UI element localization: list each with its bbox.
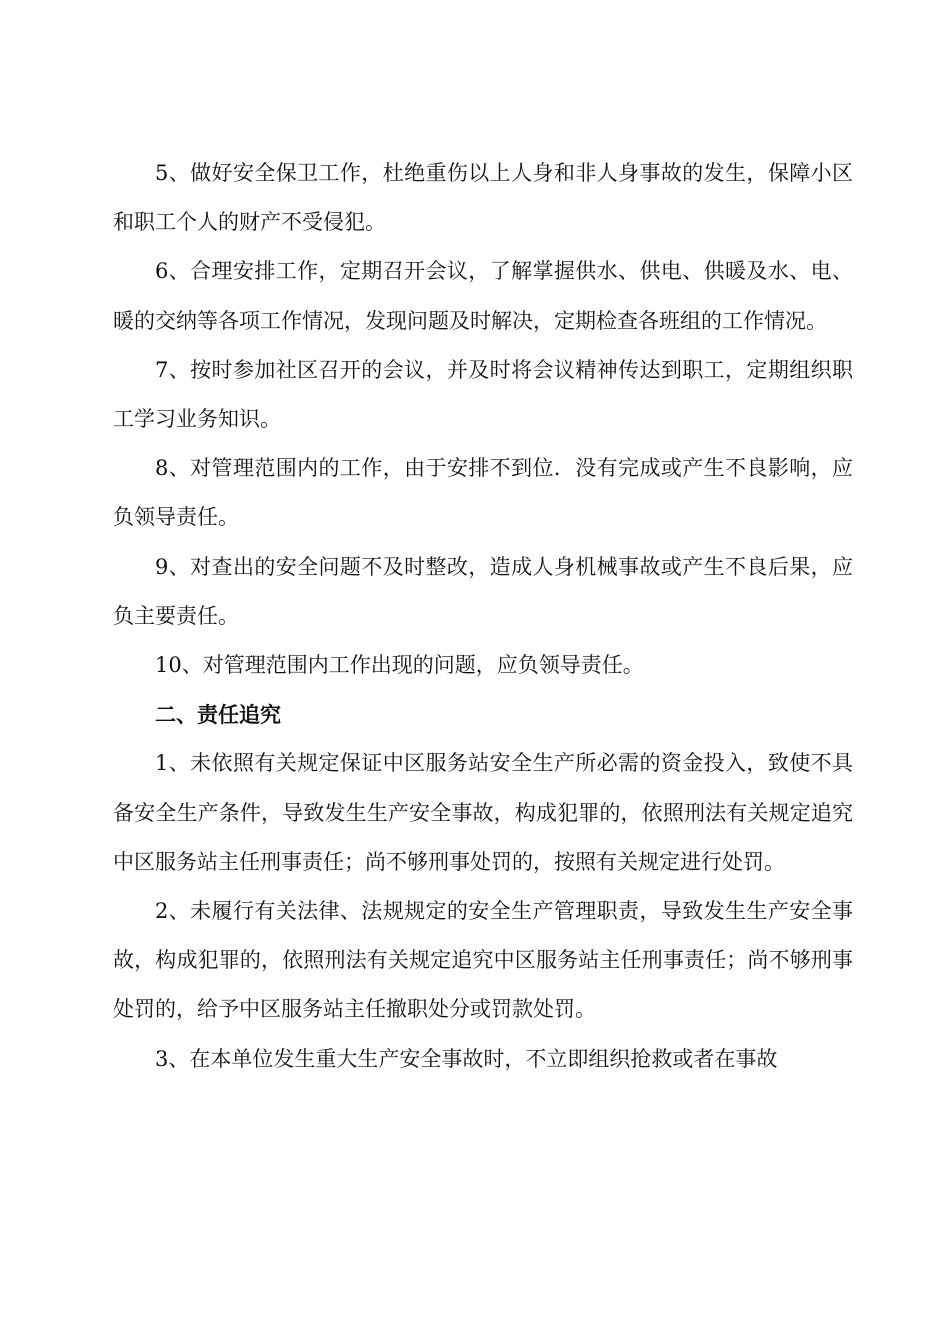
item-7-paragraph: 7、按时参加社区召开的会议，并及时将会议精神传达到职工，定期组织职工学习业务知识。 [113, 357, 853, 432]
item-10-paragraph: 10、对管理范围内工作出现的问题，应负领导责任。 [155, 653, 644, 678]
document-body [113, 149, 853, 1084]
accountability-item-1-paragraph: 1、未依照有关规定保证中区服务站安全生产所必需的资金投入，致使不具备安全生产条件，导致发生生产安全事故，构成犯罪的，依照刑法有关规定追究中区服务站主任刑事责任；尚不够刑事处罚的，按照有关规定进行处罚。 [113, 751, 853, 874]
item-5-paragraph: 5、做好安全保卫工作，杜绝重伤以上人身和非人身事故的发生，保障小区和职工个人的财产不受侵犯。 [113, 161, 853, 235]
section-heading-accountability: 二、责任追究 [155, 702, 281, 728]
accountability-item-2-paragraph: 2、未履行有关法律、法规规定的安全生产管理职责，导致发生生产安全事故，构成犯罪的，依照刑法有关规定追究中区服务站主任刑事责任；尚不够刑事处罚的，给予中区服务站主任撤职处分或罚款处罚。 [113, 899, 853, 1022]
item-9-paragraph: 9、对查出的安全问题不及时整改，造成人身机械事故或产生不良后果，应负主要责任。 [113, 554, 853, 628]
accountability-item-3-paragraph: 3、在本单位发生重大生产安全事故时，不立即组织抢救或者在事故 [155, 1046, 778, 1071]
item-8-paragraph: 8、对管理范围内的工作，由于安排不到位．没有完成或产生不良影响，应负领导责任。 [113, 456, 853, 530]
item-6-paragraph: 6、合理安排工作，定期召开会议，了解掌握供水、供电、供暖及水、电、暖的交纳等各项工作情况，发现问题及时解决，定期检查各班组的工作情况。 [113, 259, 853, 333]
